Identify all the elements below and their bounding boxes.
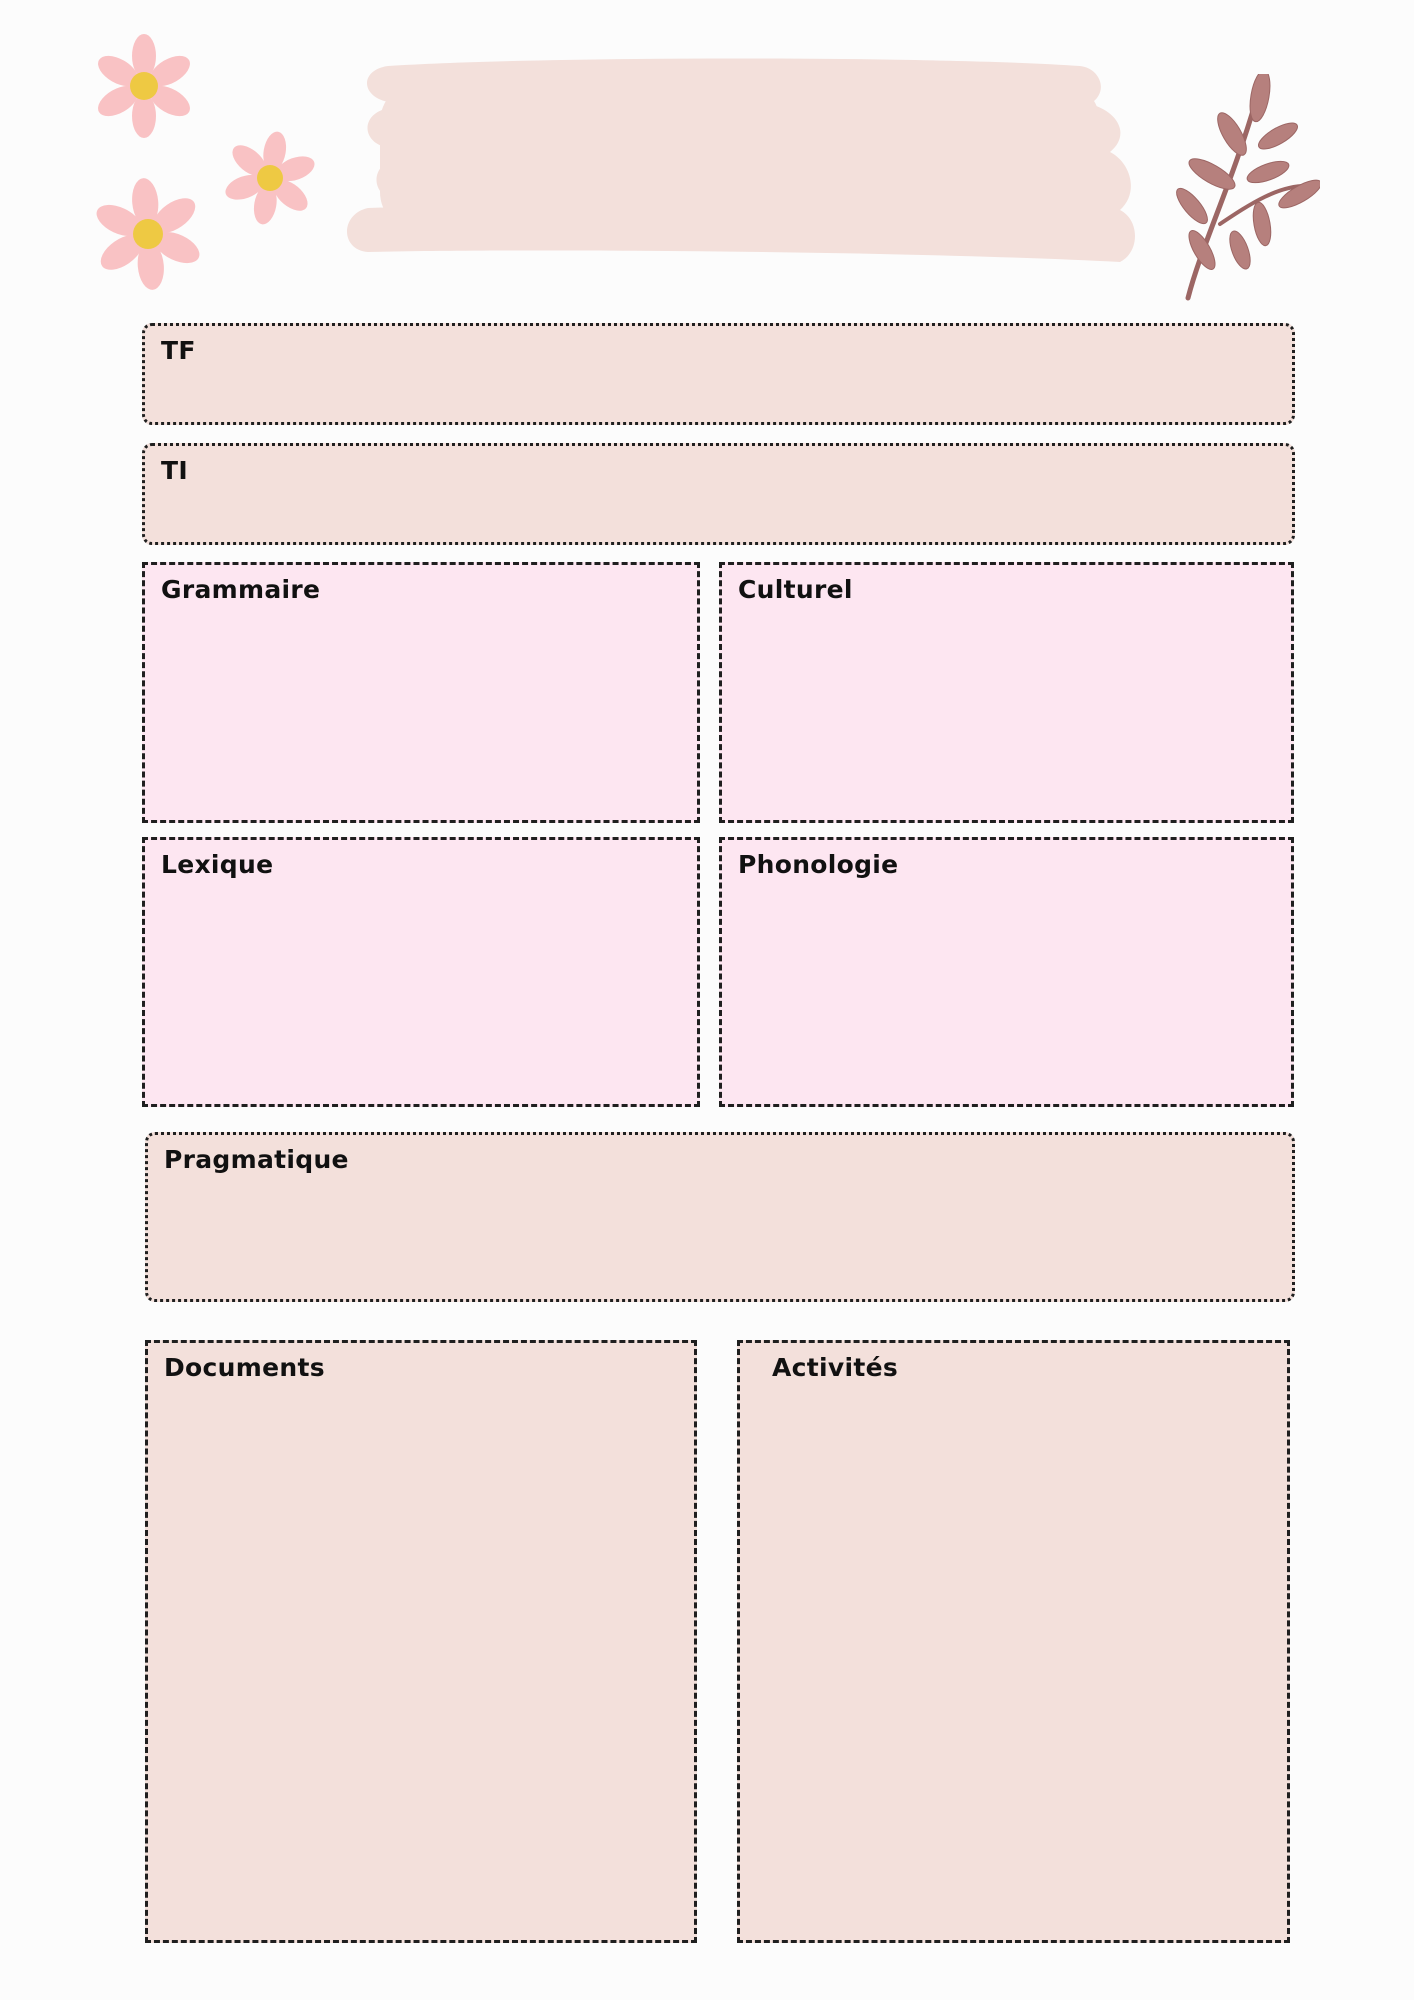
grammaire-section[interactable]: [142, 562, 700, 823]
flower-icon: [86, 178, 210, 290]
documents-section[interactable]: [145, 1340, 697, 1943]
lexique-section[interactable]: [142, 837, 700, 1107]
tf-label: TF: [161, 336, 196, 365]
phonologie-section[interactable]: [719, 837, 1294, 1107]
title-banner: [340, 52, 1140, 272]
culturel-label: Culturel: [738, 575, 853, 604]
tf-section[interactable]: [142, 323, 1295, 425]
activites-section[interactable]: [737, 1340, 1290, 1943]
phonologie-label: Phonologie: [738, 850, 899, 879]
flower-icon: [86, 34, 202, 138]
lexique-label: Lexique: [161, 850, 274, 879]
activites-label: Activités: [772, 1353, 899, 1382]
pragmatique-label: Pragmatique: [164, 1145, 349, 1174]
documents-label: Documents: [164, 1353, 325, 1382]
pragmatique-section[interactable]: [145, 1132, 1295, 1302]
leaf-branch-icon: [1150, 74, 1320, 304]
grammaire-label: Grammaire: [161, 575, 321, 604]
culturel-section[interactable]: [719, 562, 1294, 823]
ti-section[interactable]: [142, 443, 1295, 545]
ti-label: TI: [161, 456, 188, 485]
flower-icon: [218, 130, 322, 226]
